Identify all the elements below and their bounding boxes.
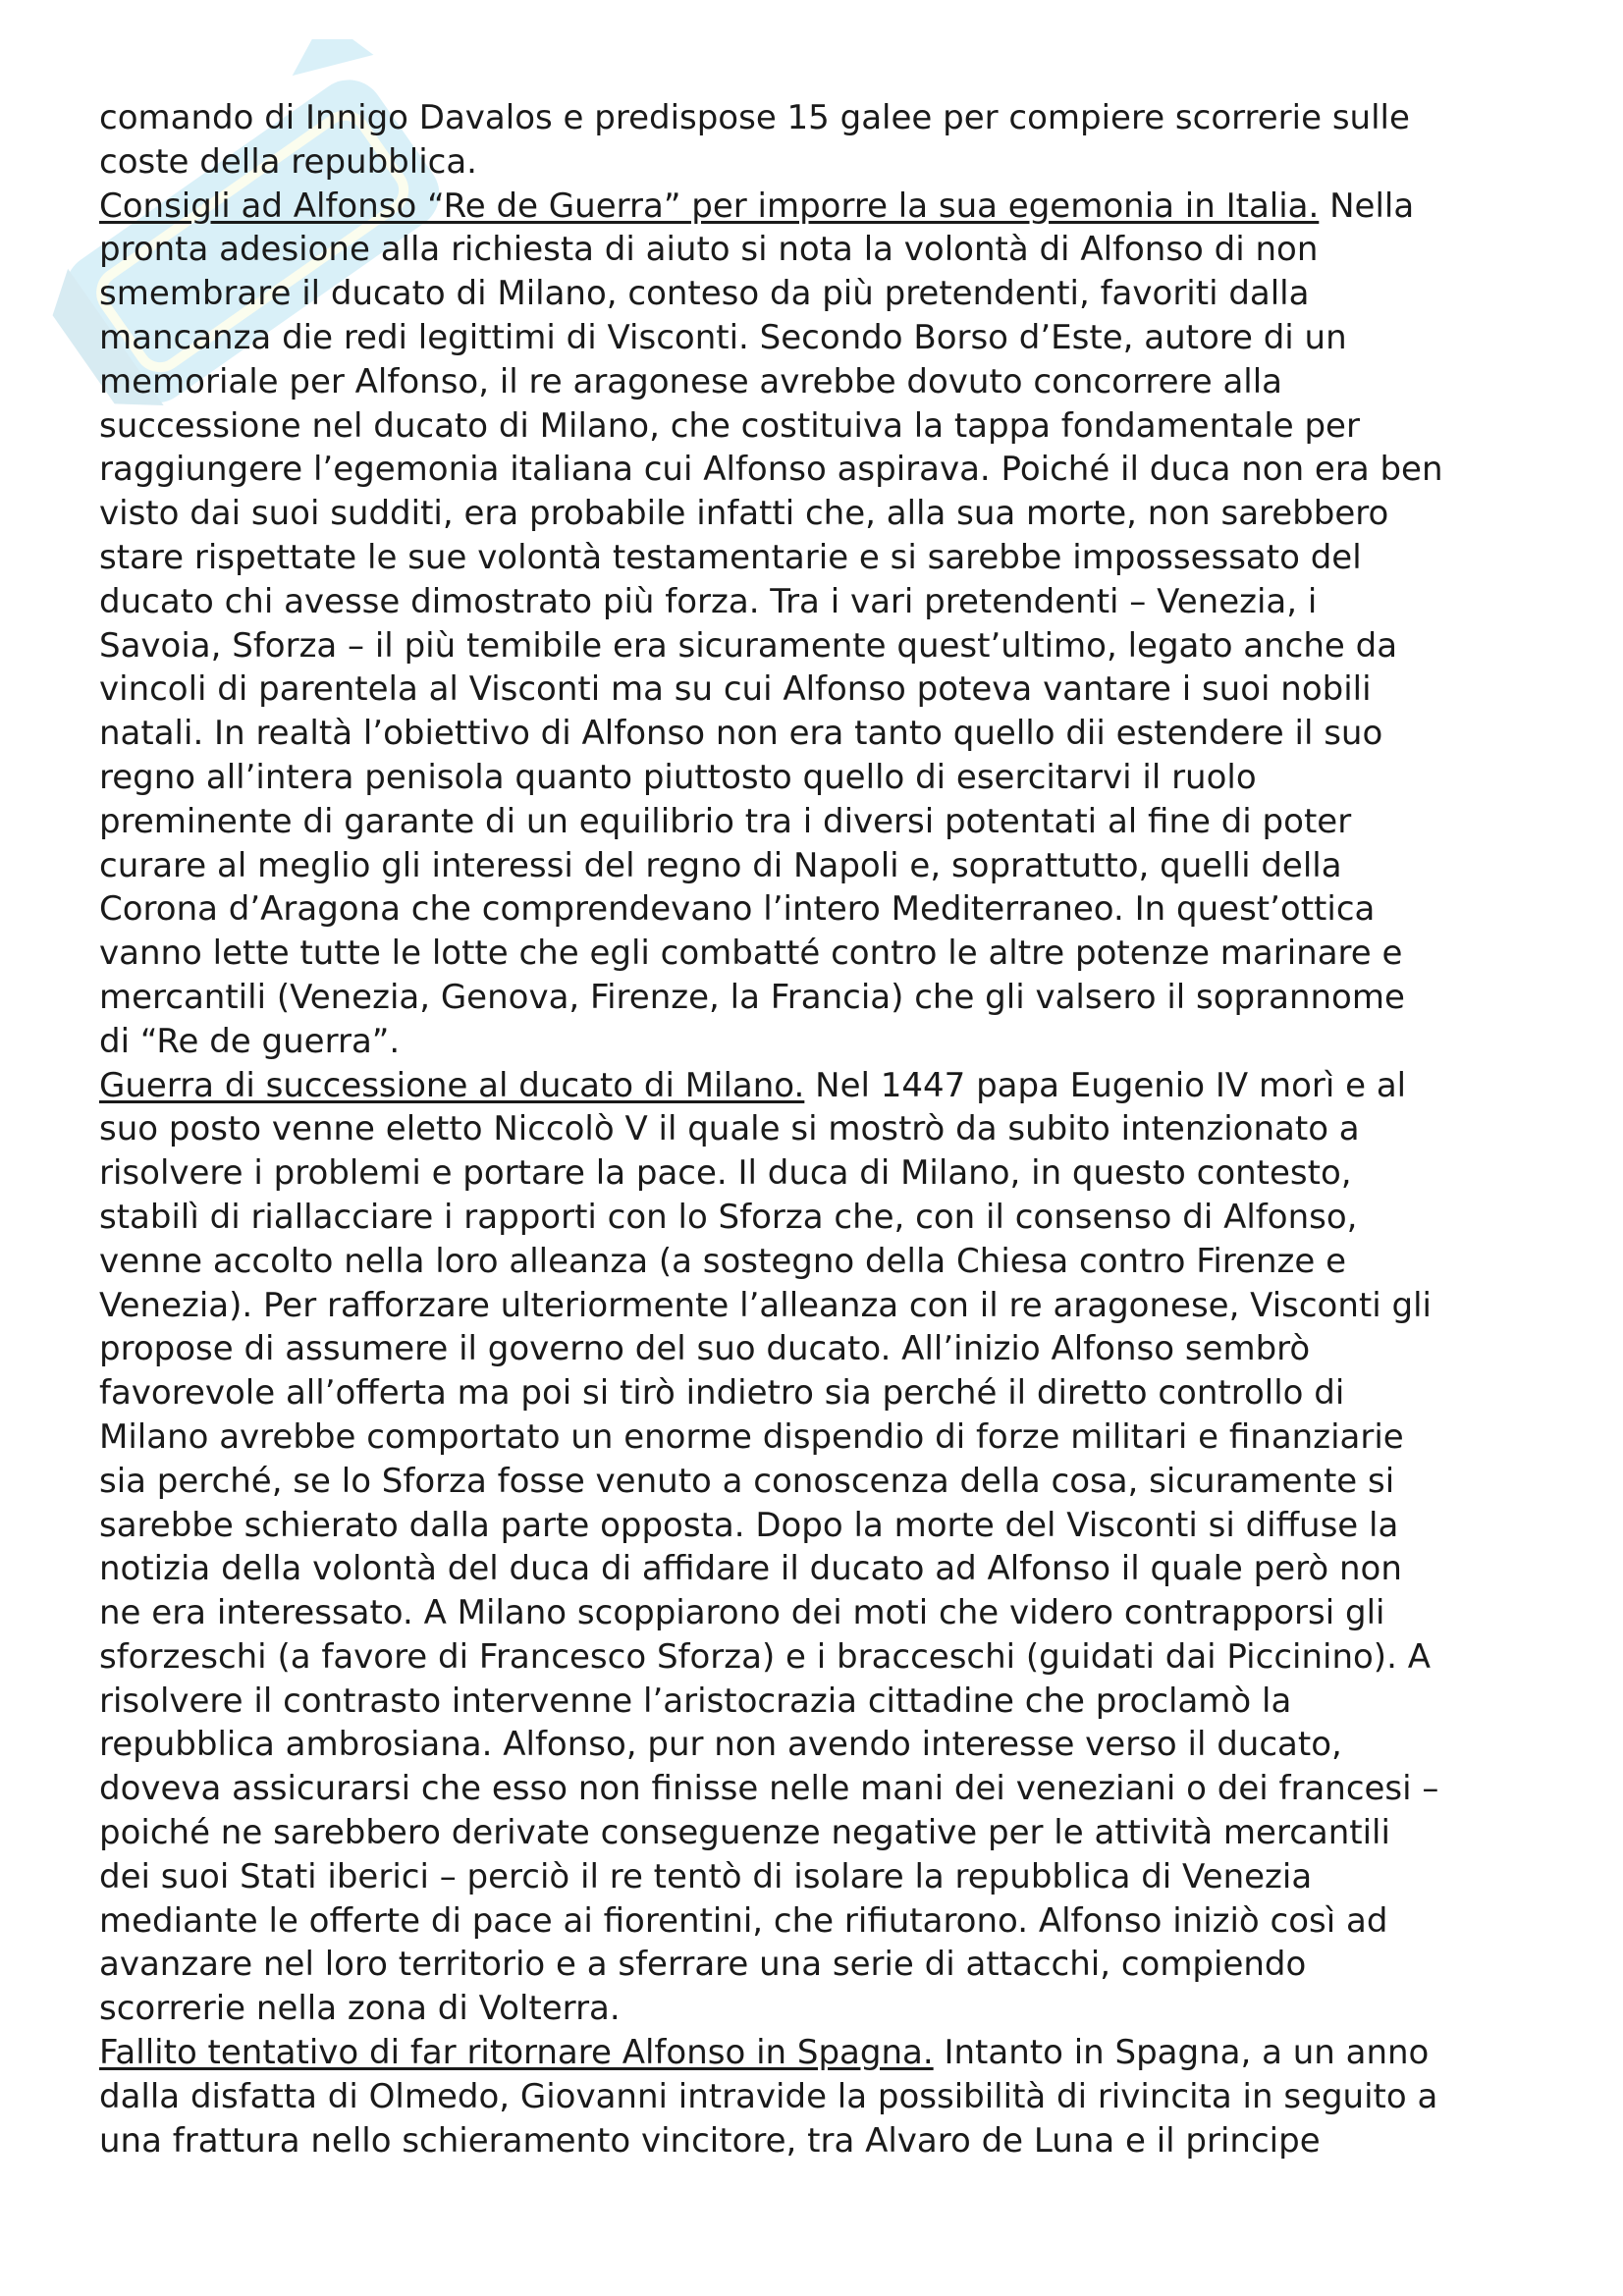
line-text: natali. In realtà l’obiettivo di Alfonso non era tanto quello dii estendere il suo bbox=[99, 714, 1383, 754]
text-line bbox=[99, 1943, 1542, 1987]
line-text: raggiungere l’egemonia italiana cui Alfonso aspirava. Poiché il duca non era ben bbox=[99, 450, 1443, 490]
text-line bbox=[99, 712, 1542, 756]
text-line bbox=[99, 1547, 1542, 1591]
text-line bbox=[99, 844, 1542, 888]
text-line bbox=[99, 1196, 1542, 1240]
text-line bbox=[99, 756, 1542, 800]
line-text: notizia della volontà del duca di affidare il ducato ad Alfonso il quale però non bbox=[99, 1549, 1402, 1589]
section-heading: Fallito tentativo di far ritornare Alfonso in Spagna. bbox=[99, 2033, 934, 2073]
line-text: doveva assicurarsi che esso non finisse nelle mani dei veneziani o dei francesi – bbox=[99, 1769, 1439, 1809]
line-text: una frattura nello schieramento vincitore, tra Alvaro de Luna e il principe bbox=[99, 2120, 1321, 2161]
section-heading: Guerra di successione al ducato di Milano. bbox=[99, 1065, 805, 1105]
text-line bbox=[99, 1504, 1542, 1548]
line-text: memoriale per Alfonso, il re aragonese avrebbe dovuto concorrere alla bbox=[99, 361, 1283, 401]
line-text: sia perché, se lo Sforza fosse venuto a conoscenza della cosa, sicuramente si bbox=[99, 1461, 1395, 1501]
line-text: Intanto in Spagna, a un anno bbox=[933, 2033, 1430, 2073]
text-line bbox=[99, 1635, 1542, 1680]
text-line bbox=[99, 1811, 1542, 1855]
text-line bbox=[99, 1371, 1542, 1415]
text-line bbox=[99, 404, 1542, 449]
section-heading: Consigli ad Alfonso “Re de Guerra” per imporre la sua egemonia in Italia. bbox=[99, 186, 1320, 226]
text-line bbox=[99, 932, 1542, 976]
text-line bbox=[99, 360, 1542, 404]
line-text: mercantili (Venezia, Genova, Firenze, la Francia) che gli valsero il soprannome bbox=[99, 977, 1405, 1017]
text-line bbox=[99, 1591, 1542, 1635]
line-text: suo posto venne eletto Niccolò V il quale si mostrò da subito intenzionato a bbox=[99, 1109, 1360, 1149]
line-text: smembrare il ducato di Milano, conteso da più pretendenti, favoriti dalla bbox=[99, 274, 1310, 314]
line-text: Nella bbox=[1319, 186, 1415, 226]
line-text: coste della repubblica. bbox=[99, 141, 477, 182]
text-line bbox=[99, 272, 1542, 316]
text-line bbox=[99, 1020, 1542, 1064]
line-text: dalla disfatta di Olmedo, Giovanni intravide la possibilità di rivincita in seguito a bbox=[99, 2076, 1438, 2116]
line-text: scorrerie nella zona di Volterra. bbox=[99, 1989, 621, 2029]
section-heading-line bbox=[99, 1064, 1542, 1108]
text-line bbox=[99, 1327, 1542, 1371]
section-heading-line bbox=[99, 2031, 1542, 2075]
line-text: visto dai suoi sudditi, era probabile infatti che, alla sua morte, non sarebbero bbox=[99, 494, 1389, 534]
text-line bbox=[99, 800, 1542, 844]
line-text: favorevole all’offerta ma poi si tirò indietro sia perché il diretto controllo di bbox=[99, 1373, 1345, 1414]
text-line bbox=[99, 1767, 1542, 1811]
line-text: ne era interessato. A Milano scoppiarono dei moti che videro contrapporsi gli bbox=[99, 1593, 1385, 1633]
line-text: propose di assumere il governo del suo ducato. All’inizio Alfonso sembrò bbox=[99, 1329, 1311, 1369]
section-heading-line bbox=[99, 185, 1542, 229]
text-line bbox=[99, 316, 1542, 360]
text-line bbox=[99, 1415, 1542, 1460]
text-line bbox=[99, 536, 1542, 580]
line-text: Corona d’Aragona che comprendevano l’intero Mediterraneo. In quest’ottica bbox=[99, 889, 1376, 930]
line-text: dei suoi Stati iberici – perciò il re tentò di isolare la repubblica di Venezia bbox=[99, 1856, 1313, 1896]
line-text: venne accolto nella loro alleanza (a sostegno della Chiesa contro Firenze e bbox=[99, 1241, 1346, 1281]
line-text: comando di Innigo Davalos e predispose 15 galee per compiere scorrerie sulle bbox=[99, 98, 1410, 137]
text-line bbox=[99, 1151, 1542, 1196]
text-line bbox=[99, 1723, 1542, 1767]
text-line bbox=[99, 1284, 1542, 1328]
line-text: avanzare nel loro territorio e a sferrare una serie di attacchi, compiendo bbox=[99, 1945, 1307, 1985]
text-line bbox=[99, 1240, 1542, 1284]
line-text: di “Re de guerra”. bbox=[99, 1021, 401, 1061]
text-line bbox=[99, 2119, 1542, 2163]
document-body bbox=[99, 96, 1542, 2163]
line-text: ducato chi avesse dimostrato più forza. Tra i vari pretendenti – Venezia, i bbox=[99, 581, 1318, 621]
text-line bbox=[99, 1107, 1542, 1151]
line-text: mancanza die redi legittimi di Visconti. Secondo Borso d’Este, autore di un bbox=[99, 317, 1347, 357]
text-line bbox=[99, 1680, 1542, 1724]
text-line bbox=[99, 492, 1542, 536]
text-line bbox=[99, 1855, 1542, 1899]
text-line bbox=[99, 228, 1542, 272]
line-text: Savoia, Sforza – il più temibile era sicuramente quest’ultimo, legato anche da bbox=[99, 625, 1398, 666]
line-text: sarebbe schierato dalla parte opposta. Dopo la morte del Visconti si diffuse la bbox=[99, 1505, 1399, 1545]
text-line bbox=[99, 667, 1542, 712]
line-text: risolvere il contrasto intervenne l’aristocrazia cittadine che proclamò la bbox=[99, 1681, 1292, 1721]
line-text: regno all’intera penisola quanto piuttosto quello di esercitarvi il ruolo bbox=[99, 757, 1257, 797]
line-text: Venezia). Per rafforzare ulteriormente l’alleanza con il re aragonese, Visconti gli bbox=[99, 1285, 1432, 1325]
text-line bbox=[99, 887, 1542, 932]
line-text: Nel 1447 papa Eugenio IV morì e al bbox=[804, 1065, 1407, 1105]
line-text: preminente di garante di un equilibrio tra i diversi potentati al fine di poter bbox=[99, 801, 1352, 841]
text-line bbox=[99, 448, 1542, 492]
line-text: stabilì di riallacciare i rapporti con lo Sforza che, con il consenso di Alfonso, bbox=[99, 1197, 1358, 1237]
line-text: curare al meglio gli interessi del regno di Napoli e, soprattutto, quelli della bbox=[99, 845, 1342, 885]
line-text: mediante le offerte di pace ai fiorentini, che rifiutarono. Alfonso iniziò così ad bbox=[99, 1900, 1388, 1941]
text-line bbox=[99, 1899, 1542, 1944]
line-text: repubblica ambrosiana. Alfonso, pur non avendo interesse verso il ducato, bbox=[99, 1725, 1342, 1765]
text-line bbox=[99, 580, 1542, 624]
line-text: vanno lette tutte le lotte che egli combatté contro le altre potenze marinare e bbox=[99, 934, 1403, 974]
line-text: successione nel ducato di Milano, che costituiva la tappa fondamentale per bbox=[99, 405, 1360, 446]
text-line bbox=[99, 96, 1542, 140]
text-line bbox=[99, 1987, 1542, 2031]
line-text: risolvere i problemi e portare la pace. Il duca di Milano, in questo contesto, bbox=[99, 1153, 1352, 1194]
text-line bbox=[99, 140, 1542, 185]
line-text: pronta adesione alla richiesta di aiuto si nota la volontà di Alfonso di non bbox=[99, 230, 1319, 270]
text-line bbox=[99, 2075, 1542, 2119]
line-text: vincoli di parentela al Visconti ma su cui Alfonso poteva vantare i suoi nobili bbox=[99, 669, 1372, 710]
text-line bbox=[99, 976, 1542, 1020]
line-text: sforzeschi (a favore di Francesco Sforza) e i bracceschi (guidati dai Piccinino). A bbox=[99, 1636, 1431, 1677]
line-text: stare rispettate le sue volontà testamentarie e si sarebbe impossessato del bbox=[99, 537, 1362, 577]
line-text: Milano avrebbe comportato un enorme dispendio di forze militari e finanziarie bbox=[99, 1416, 1404, 1457]
text-line bbox=[99, 624, 1542, 668]
text-line bbox=[99, 1460, 1542, 1504]
line-text: poiché ne sarebbero derivate conseguenze negative per le attività mercantili bbox=[99, 1813, 1390, 1853]
